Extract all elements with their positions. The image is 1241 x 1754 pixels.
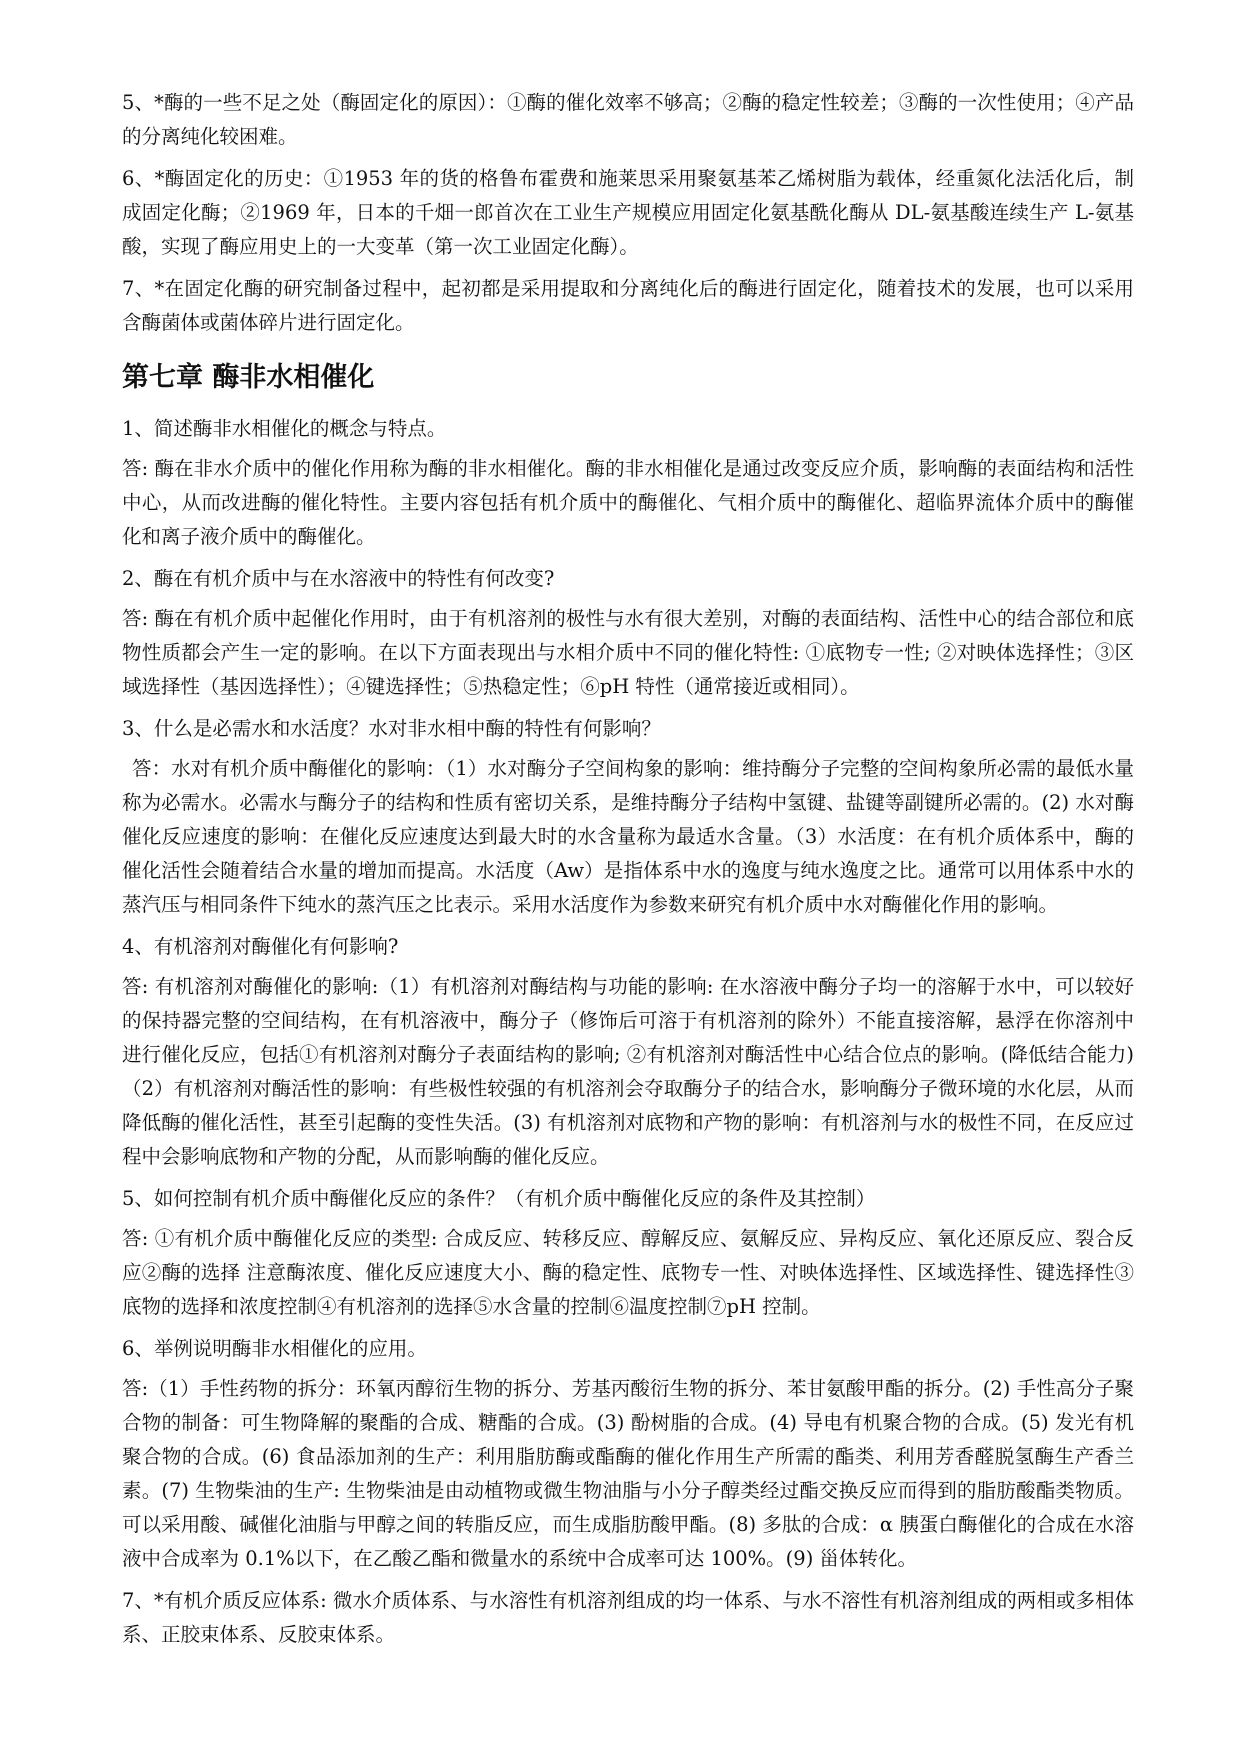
- document-page: [122, 86, 1134, 1660]
- answer-2: 答: 酶在有机介质中起催化作用时，由于有机溶剂的极性与水有很大差别，对酶的表面结构、活性中心的结合部位和底物性质都会产生一定的影响。在以下方面表现出与水相介质中不同的催化特性: ①底物专一性; ②对映体选择性；③区域选择性（基因选择性）；④键选择性；⑤热稳定性；⑥pH 特性（通常接近或相同）。: [122, 607, 1134, 698]
- question-1: 1、简述酶非水相催化的概念与特点。: [122, 417, 447, 440]
- question-5: 5、如何控制有机介质中酶催化反应的条件？（有机介质中酶催化反应的条件及其控制）: [122, 1187, 876, 1210]
- item-6-immobilization-history: 6、*酶固定化的历史：①1953 年的货的格鲁布霍费和施莱思采用聚氨基苯乙烯树脂为载体，经重氮化法活化后，制成固定化酶；②1969 年，日本的千畑一郎首次在工业生产规模应用固定化氨基酰化酶从 DL-氨基酸连续生产 L-氨基酸，实现了酶应用史上的一大变革（第一次工业固定化酶）。: [122, 167, 1134, 258]
- item-5-enzyme-shortcomings: 5、*酶的一些不足之处（酶固定化的原因）：①酶的催化效率不够高；②酶的稳定性较差；③酶的一次性使用；④产品的分离纯化较困难。: [122, 91, 1134, 148]
- question-6: 6、举例说明酶非水相催化的应用。: [122, 1337, 427, 1360]
- answer-5: 答: ①有机介质中酶催化反应的类型: 合成反应、转移反应、醇解反应、氨解反应、异构反应、氧化还原反应、裂合反应②酶的选择 注意酶浓度、催化反应速度大小、酶的稳定性、底物专一性、对映体选择性、区域选择性、键选择性③底物的选择和浓度控制④有机溶剂的选择⑤水含量的控制⑥温度控制⑦pH 控制。: [122, 1227, 1134, 1318]
- question-3: 3、什么是必需水和水活度？水对非水相中酶的特性有何影响？: [122, 717, 661, 740]
- chapter-title: 第七章 酶非水相催化: [122, 362, 375, 393]
- item-7-immobilized-cells: 7、*在固定化酶的研究制备过程中，起初都是采用提取和分离纯化后的酶进行固定化，随着技术的发展，也可以采用含酶菌体或菌体碎片进行固定化。: [122, 277, 1134, 334]
- answer-3: 答：水对有机介质中酶催化的影响：（1）水对酶分子空间构象的影响：维持酶分子完整的空间构象所必需的最低水量称为必需水。必需水与酶分子的结构和性质有密切关系，是维持酶分子结构中氢键、盐键等副键所必需的。(2) 水对酶催化反应速度的影响：在催化反应速度达到最大时的水含量称为最适水含量。（3）水活度：在有机介质体系中，酶的催化活性会随着结合水量的增加而提高。水活度（Aw）是指体系中水的逸度与纯水逸度之比。通常可以用体系中水的蒸汽压与相同条件下纯水的蒸汽压之比表示。采用水活度作为参数来研究有机介质中水对酶催化作用的影响。: [122, 757, 1134, 916]
- question-2: 2、酶在有机介质中与在水溶液中的特性有何改变?: [122, 567, 555, 590]
- item-7-organic-media-systems: 7、*有机介质反应体系: 微水介质体系、与水溶性有机溶剂组成的均一体系、与水不溶性有机溶剂组成的两相或多相体系、正胶束体系、反胶束体系。: [122, 1589, 1134, 1646]
- question-4: 4、有机溶剂对酶催化有何影响?: [122, 935, 399, 958]
- answer-4: 答: 有机溶剂对酶催化的影响:（1）有机溶剂对酶结构与功能的影响: 在水溶液中酶分子均一的溶解于水中，可以较好的保持器完整的空间结构，在有机溶液中，酶分子（修饰后可溶于有机溶剂的除外）不能直接溶解，悬浮在你溶剂中进行催化反应，包括①有机溶剂对酶分子表面结构的影响; ②有机溶剂对酶活性中心结合位点的影响。(降低结合能力)（2）有机溶剂对酶活性的影响：有些极性较强的有机溶剂会夺取酶分子的结合水，影响酶分子微环境的水化层，从而降低酶的催化活性，甚至引起酶的变性失活。(3) 有机溶剂对底物和产物的影响：有机溶剂与水的极性不同，在反应过程中会影响底物和产物的分配，从而影响酶的催化反应。: [122, 975, 1135, 1168]
- answer-6: 答:（1）手性药物的拆分：环氧丙醇衍生物的拆分、芳基丙酸衍生物的拆分、苯甘氨酸甲酯的拆分。(2) 手性高分子聚合物的制备：可生物降解的聚酯的合成、糖酯的合成。(3) 酚树脂的合成。(4) 导电有机聚合物的合成。(5) 发光有机聚合物的合成。(6) 食品添加剂的生产：利用脂肪酶或酯酶的催化作用生产所需的酯类、利用芳香醛脱氢酶生产香兰素。(7) 生物柴油的生产: 生物柴油是由动植物或微生物油脂与小分子醇类经过酯交换反应而得到的脂肪酸酯类物质。可以采用酸、碱催化油脂与甲醇之间的转脂反应，而生成脂肪酸甲酯。(8) 多肽的合成：α 胰蛋白酶催化的合成在水溶液中合成率为 0.1%以下，在乙酸乙酯和微量水的系统中合成率可达 100%。(9) 甾体转化。: [122, 1377, 1134, 1570]
- answer-1: 答: 酶在非水介质中的催化作用称为酶的非水相催化。酶的非水相催化是通过改变反应介质，影响酶的表面结构和活性中心，从而改进酶的催化特性。主要内容包括有机介质中的酶催化、气相介质中的酶催化、超临界流体介质中的酶催化和离子液介质中的酶催化。: [122, 457, 1134, 548]
